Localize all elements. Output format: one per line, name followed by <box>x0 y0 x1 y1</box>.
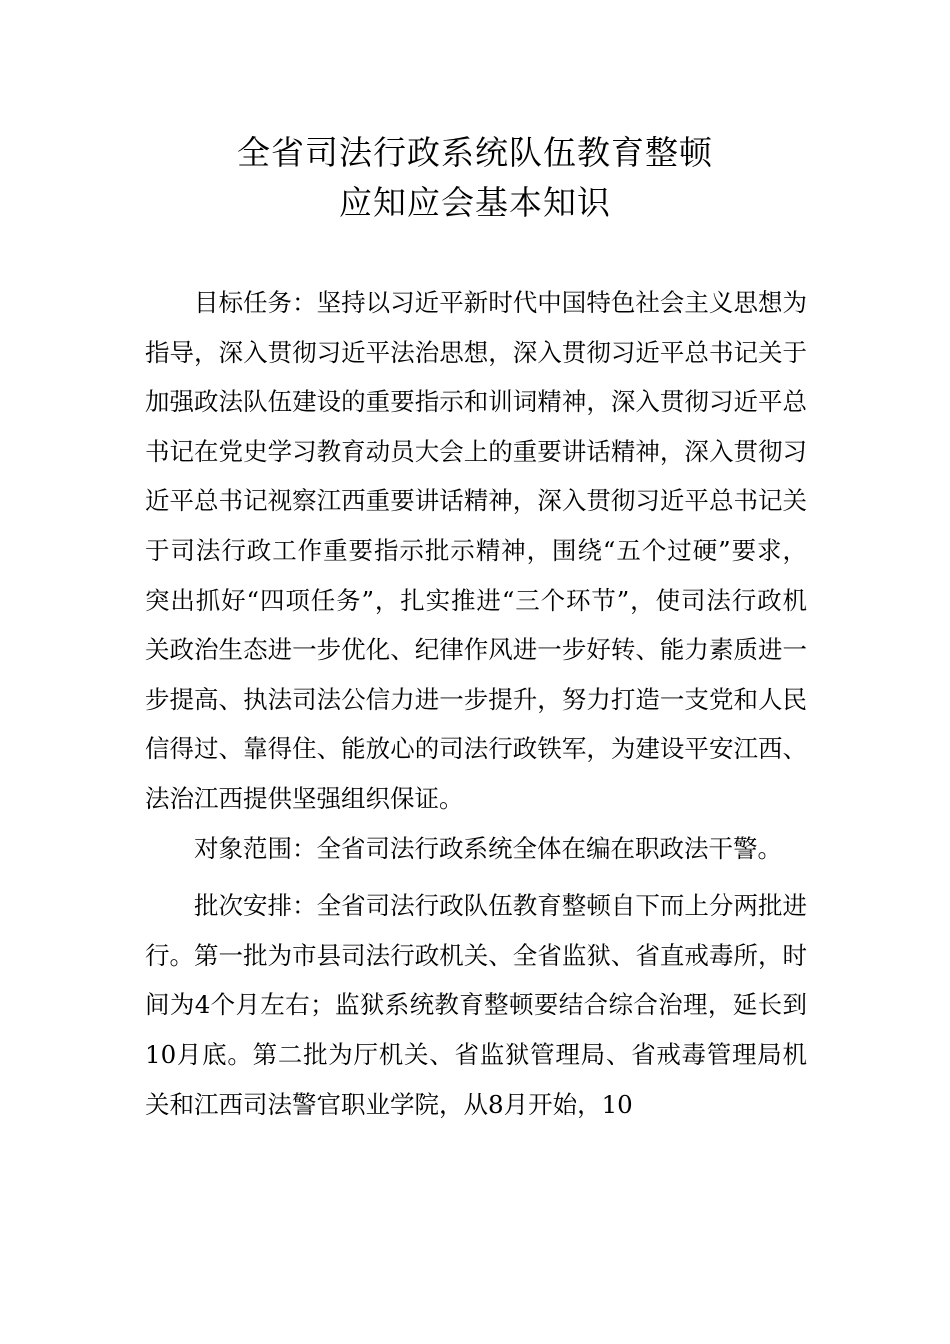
paragraph-scope: 对象范围：全省司法行政系统全体在编在职政法干警。 <box>194 833 782 863</box>
title-line-2: 应知应会基本知识 <box>339 183 611 222</box>
document-body <box>145 278 807 1129</box>
paragraph-goals: 目标任务：坚持以习近平新时代中国特色社会主义思想为指导，深入贯彻习近平法治思想，深入贯彻习近平总书记关于加强政法队伍建设的重要指示和训词精神，深入贯彻习近平总书记在党史学习教育动员大会上的重要讲话精神，深入贯彻习近平总书记视察江西重要讲话精神，深入贯彻习近平总书记关于司法行政工作重要指示批示精神，围绕“五个过硬”要求，突出抓好“四项任务”，扎实推进“三个环节”，使司法行政机关政治生态进一步优化、纪律作风进一步好转、能力素质进一步提高、执法司法公信力进一步提升，努力打造一支党和人民信得过、靠得住、能放心的司法行政铁军，为建设平安江西、法治江西提供坚强组织保证。 <box>145 288 807 813</box>
document-title <box>0 128 950 228</box>
paragraph-batches: 批次安排：全省司法行政队伍教育整顿自下而上分两批进行。第一批为市县司法行政机关、全省监狱、省直戒毒所，时间为4个月左右；监狱系统教育整顿要结合综合治理，延长到10月底。第二批为厅机关、省监狱管理局、省戒毒管理局机关和江西司法警官职业学院，从8月开始，10 <box>145 891 807 1119</box>
title-line-1: 全省司法行政系统队伍教育整顿 <box>237 133 713 172</box>
